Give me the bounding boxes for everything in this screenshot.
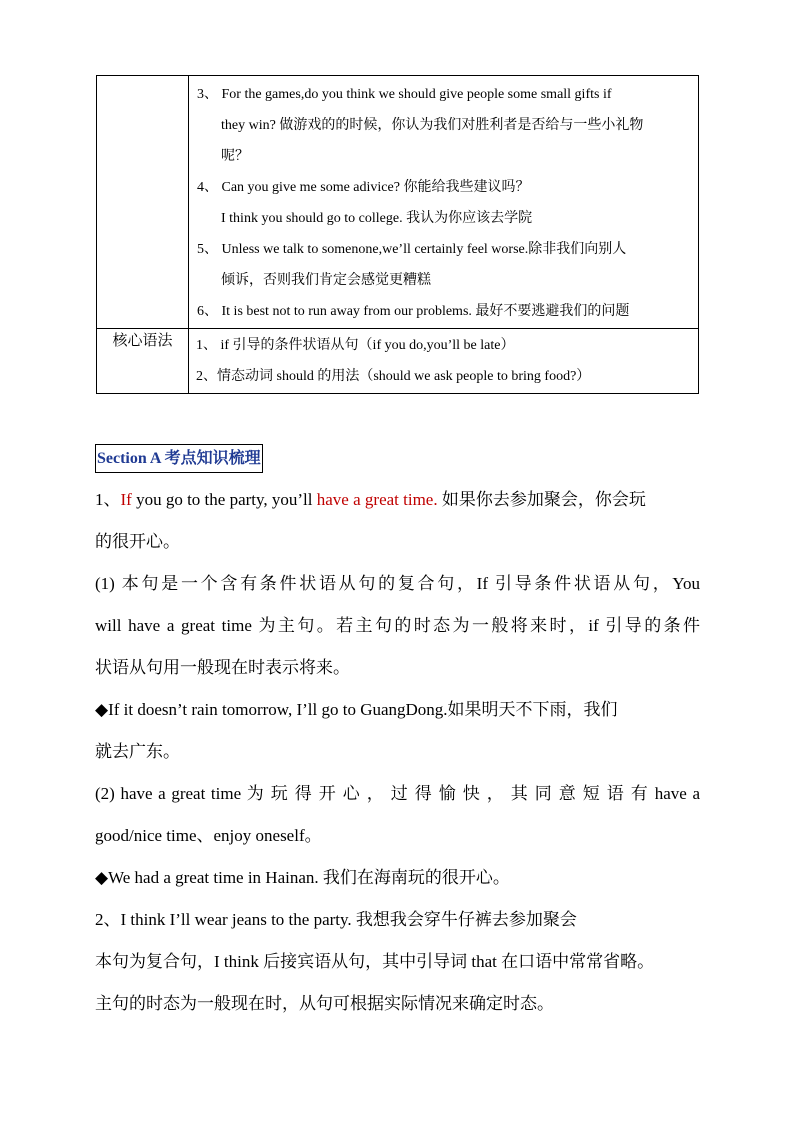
sentence-5-line-2: 倾诉，否则我们肯定会感觉更糟糕	[221, 273, 431, 288]
sentence-3-line-2: they win? 做游戏的的时候，你认为我们对胜利者是否给与一些小礼物	[221, 118, 644, 133]
point-1-line-3: 状语从句用一般现在时表示将来。	[95, 658, 350, 677]
example-1-line-2: 就去广东。	[95, 742, 180, 761]
item-1-number: 1、	[95, 490, 121, 509]
point-2-line-2: good/nice time、enjoy oneself。	[95, 826, 322, 845]
section-title: Section A 考点知识梳理	[95, 444, 263, 473]
core-grammar-label: 核心语法	[97, 329, 189, 394]
core-grammar-cell	[189, 329, 699, 394]
core-grammar-item-2: 2、情态动词 should 的用法（should we ask people to bring food?）	[196, 369, 591, 384]
example-1-line-1: ◆If it doesn’t rain tomorrow, I’ll go to GuangDong.如果明天不下雨，我们	[95, 700, 618, 719]
point-1-line-1: (1) 本句是一个含有条件状语从句的复合句，If 引导条件状语从句，You	[95, 574, 700, 593]
item-1-line-2: 的很开心。	[95, 532, 180, 551]
item-2-line-1: 2、I think I’ll wear jeans to the party. 我想我会穿牛仔裤去参加聚会	[95, 910, 577, 929]
example-sentences-cell	[189, 76, 699, 329]
item-1-if-highlight: If	[120, 490, 132, 509]
sentence-6-line-1: 6、 It is best not to run away from our problems. 最好不要逃避我们的问题	[197, 304, 630, 319]
item-1-line-1	[95, 479, 700, 521]
sentence-3-line-1: 3、 For the games,do you think we should give people some small gifts if	[197, 87, 612, 102]
body-text	[95, 479, 700, 1025]
item-1-middle: you go to the party, you’ll	[131, 490, 317, 509]
core-grammar-item-1: 1、 if 引导的条件状语从句（if you do,you’ll be late）	[196, 338, 515, 353]
point-1-line-2: will have a great time 为主句。若主句的时态为一般将来时，if 引导的条件	[95, 616, 700, 635]
item-2-line-2: 本句为复合句，I think 后接宾语从句，其中引导词 that 在口语中常常省略。	[95, 952, 655, 971]
point-2-line-1: (2) have a great time 为 玩 得 开 心 ， 过 得 愉 快 ， 其 同 意 短 语 有 have a	[95, 784, 700, 803]
grammar-table	[96, 75, 699, 394]
table-label-cell-empty	[97, 76, 189, 329]
sentence-4-line-1: 4、 Can you give me some adivice? 你能给我些建议吗？	[197, 180, 530, 195]
item-1-phrase-highlight: have a great time.	[316, 490, 438, 509]
item-2-line-3: 主句的时态为一般现在时，从句可根据实际情况来确定时态。	[95, 994, 554, 1013]
sentence-3-line-3: 呢？	[221, 149, 249, 164]
example-2: ◆We had a great time in Hainan. 我们在海南玩的很开心。	[95, 868, 510, 887]
item-1-chinese: 如果你去参加聚会，你会玩	[437, 490, 646, 509]
sentence-5-line-1: 5、 Unless we talk to somenone,we’ll certainly feel worse.除非我们向别人	[197, 242, 627, 257]
sentence-4-line-2: I think you should go to college. 我认为你应该去学院	[221, 211, 533, 226]
